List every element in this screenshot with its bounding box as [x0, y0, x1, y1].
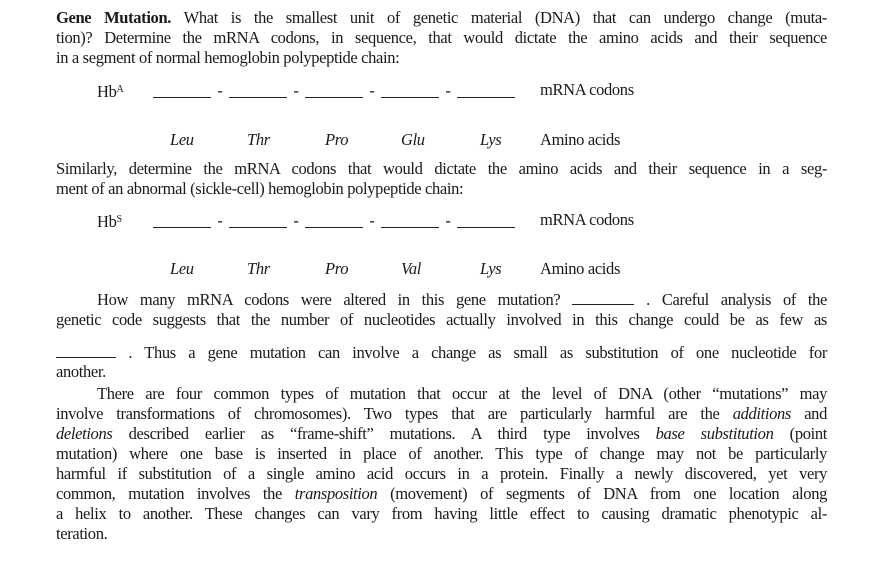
text-line: harmful if substitution of a single amino acid occurs in a protein. Finally a newly discovered, yet very	[56, 464, 827, 483]
text-line: genetic code suggests that the number of nucleotides actually involved in this change could be as few as	[56, 310, 827, 329]
hb-a-codon-blanks: - - - -	[153, 78, 515, 98]
codon-blank[interactable]	[457, 83, 515, 98]
amino-acid: Pro	[325, 130, 349, 149]
hb-a-label: $Hb^A$	[97, 82, 124, 101]
text-line: Similarly, determine the mRNA codons that would dictate the amino acids and their sequence in a seg-	[56, 159, 827, 178]
mrna-codons-label: mRNA codons	[540, 210, 634, 229]
text-line: How many mRNA codons were altered in this gene mutation? . Careful analysis of the	[97, 290, 827, 309]
text: What is the smallest unit of genetic material (DNA) that can undergo change (muta-	[183, 8, 827, 27]
text-line: There are four common types of mutation that occur at the level of DNA (other “mutations” may	[97, 384, 827, 403]
amino-acid: Leu	[170, 130, 194, 149]
codon-blank[interactable]	[381, 83, 439, 98]
text-line: mutation) where one base is inserted in place of another. This type of change may not be particularly	[56, 444, 827, 463]
amino-acid: Pro	[325, 259, 349, 278]
codon-blank[interactable]	[229, 213, 287, 228]
hb-s-codon-blanks: - - - -	[153, 208, 515, 228]
text-line: ment of an abnormal (sickle-cell) hemoglobin polypeptide chain:	[56, 179, 464, 198]
codon-blank[interactable]	[381, 213, 439, 228]
mrna-codons-label: mRNA codons	[540, 80, 634, 99]
codon-blank[interactable]	[305, 83, 363, 98]
codon-blank[interactable]	[305, 213, 363, 228]
text-line: deletions described earlier as “frame-shift” mutations. A third type involves base substitution (point	[56, 424, 827, 443]
amino-acid: Leu	[170, 259, 194, 278]
amino-acid: Glu	[401, 130, 425, 149]
hb-s-label: $Hb^S$	[97, 212, 122, 231]
text-line: teration.	[56, 524, 108, 543]
text-line: a helix to another. These changes can vary from having little effect to causing dramatic phenotypic al-	[56, 504, 827, 523]
text-line: tion)? Determine the mRNA codons, in sequence, that would dictate the amino acids and their sequence	[56, 28, 827, 47]
text-line: in a segment of normal hemoglobin polypeptide chain:	[56, 48, 400, 67]
text-line: . Thus a gene mutation can involve a change as small as substitution of one nucleotide for	[56, 343, 827, 363]
codon-blank[interactable]	[153, 213, 211, 228]
amino-acid: Thr	[247, 130, 270, 149]
codon-blank[interactable]	[457, 213, 515, 228]
amino-acid: Thr	[247, 259, 270, 278]
text-line: common, mutation involves the transposition (movement) of segments of DNA from one location along	[56, 484, 827, 503]
amino-acid: Lys	[480, 130, 502, 149]
text-line	[56, 8, 827, 28]
text-line: another.	[56, 362, 106, 381]
amino-acid: Val	[401, 259, 422, 278]
section-heading: Gene Mutation.	[56, 8, 172, 27]
text-line: involve transformations of chromosomes). Two types that are particularly harmful are the additions and	[56, 404, 827, 423]
amino-acids-label: Amino acids	[540, 259, 621, 278]
answer-blank[interactable]	[56, 343, 116, 358]
amino-acids-label: Amino acids	[540, 130, 621, 149]
codon-blank[interactable]	[153, 83, 211, 98]
amino-acid: Lys	[480, 259, 502, 278]
answer-blank[interactable]	[572, 290, 634, 305]
codon-blank[interactable]	[229, 83, 287, 98]
